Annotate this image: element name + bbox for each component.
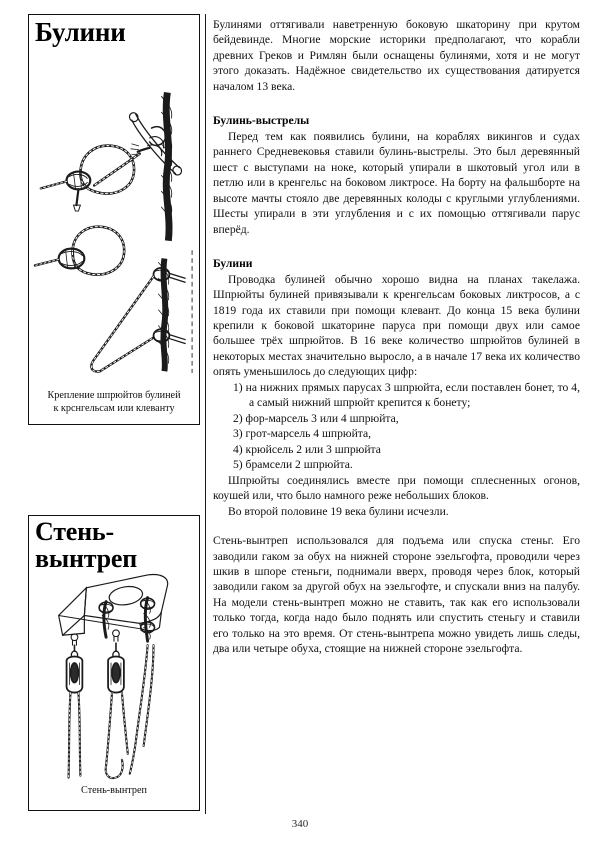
figure-caption-bowlines-line1: Крепление шпрюйтов булиней [47,390,181,401]
figure-box-topmast-tackle [28,515,200,811]
list-item: 1) на нижних прямых парусах 3 шпрюйта, если поставлен бонет, то 4, а самый нижний шпрюйт крепится к бонету; [233,380,580,410]
topmast-rope-tackle-illustration [29,572,199,791]
section2-paragraph-1: Проводка булиней обычно хорошо видна на планах такелажа. Шпрюйты булиней привязывали к кренгельсам боковых ликтросов, а с 1819 года их ставили при помощи клевант. До конца 15 века булини крепили к боковой шкаторине паруса при помощи двух или самое большее трёх шпрюйтов. В 16 веке количество шпрюйтов булиней в некоторых местах значительно выросло, а в начале 17 века их количество опять уменьшилось до следующих цифр: [213,272,580,379]
heading-bowlines: Булини [213,257,253,271]
column-divider-rule [205,14,206,814]
figure-title-topmast-line2: вынтреп [35,543,137,573]
bowline-count-list [213,380,580,473]
spacer [213,94,580,103]
body-text-column [213,17,580,657]
bowline-bridle-toggle-illustration [29,47,199,373]
section2-paragraph-2: Шпрюйты соединялись вместе при помощи сплесненных огонов, коушей или, что было намного реже небольших блоков. [213,473,580,503]
figure-caption-bowlines [29,389,199,416]
figure-box-bowlines [28,14,200,425]
spacer [213,519,580,528]
figure-caption-topmast-tackle: Стень-вынтреп [81,785,147,796]
section2-paragraph-3: Во второй половине 19 века булини исчезли. [228,504,449,518]
figure-caption-bowlines-line2: к крснгельсам или клеванту [53,403,175,415]
spacer [213,237,580,246]
intro-paragraph: Булинями оттягивали наветренную боковую шкаторину при крутом бейдевинде. Многие морские историки предполагают, что корабли древних Греков и Римлян были оснащены булинями, хотя и не могут этого доказать. Надёжное свидетельство их существования датируется началом 13 века. [213,18,580,93]
list-item: 5) брамсели 2 шпрюйта. [233,458,353,472]
page-number: 340 [291,818,309,830]
heading-bowline-booms: Булинь-выстрелы [213,114,310,128]
figure-column [28,14,200,811]
section3-paragraph: Стень-вынтреп использовался для подъема или спуска стеньг. Его заводили гаком за обух на нижней стороне эзельгофта, проводили через шкив в шпоре стеньги, поднимали вверх, проводя через блок, который заводили гаком за другой обух на эзельгофте, и спускали вниз на палубу. На модели стень-вынтреп можно не ставить, так как его использовали только тогда, когда надо было поднять или спустить стеньгу и ставили его только на это время. От стень-вынтрепа можно увидеть лишь следы, два или четыре обуха, стоящие на нижней стороне эзельгофта. [213,534,580,656]
list-item: 2) фор-марсель 3 или 4 шпрюйта, [233,411,399,425]
figure-title-topmast-line1: Стень- [35,517,114,546]
section1-paragraph: Перед тем как появились булини, на кораблях викингов и судах раннего Средневековья ставили булинь-выстрелы. Это был деревянный шест с выступами на ноке, который упирали в шкотовый угол или в петлю или в кренгельс на боковом ликтросе. На борту на фальшборте на высоте мачты стояло две деревянных колоды с круглыми углублениями. Шесты упирали в эти углубления и с их помощью оттягивали парус вперёд. [213,129,580,236]
list-item: 3) грот-марсель 4 шпрюйта, [233,427,372,441]
figure-title-bowlines: Булини [35,17,126,47]
list-item: 4) крюйсель 2 или 3 шпрюйта [233,442,381,456]
figure-title-topmast-tackle [29,516,199,572]
